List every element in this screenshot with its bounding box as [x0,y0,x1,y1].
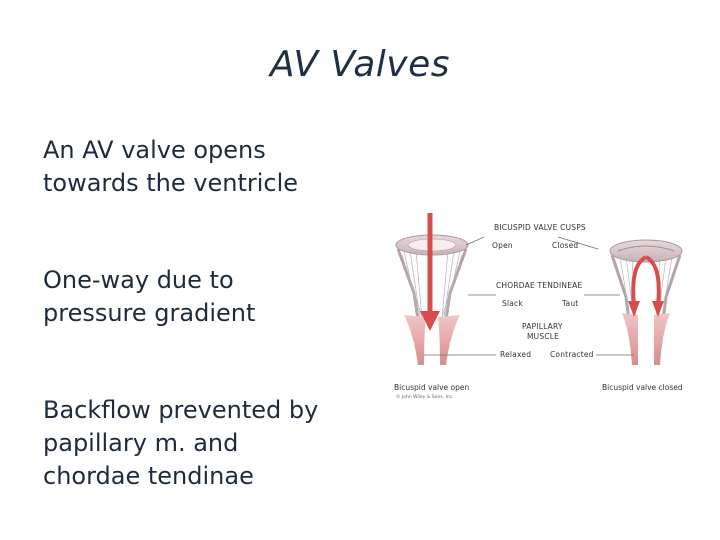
papillary-label-line1: PAPILLARY [522,322,563,331]
bullet-line: An AV valve opens [43,136,266,164]
caption-valve-open: Bicuspid valve open [394,383,470,392]
contracted-label: Contracted [550,350,594,359]
bicuspid-valve-figure [384,205,714,405]
bullet-av-valve-opens [43,134,298,200]
relaxed-label: Relaxed [500,350,532,359]
bullet-backflow-prevented [43,394,318,493]
valve-illustration [384,205,714,405]
open-label: Open [492,241,513,250]
caption-valve-closed: Bicuspid valve closed [602,383,683,392]
bicuspid-cusps-label: BICUSPID VALVE CUSPS [494,223,586,232]
bullet-line: chordae tendinae [43,462,254,490]
slide-title: AV Valves [270,44,450,85]
copyright-notice: © John Wiley & Sons, Inc. [396,395,454,400]
closed-valve-drawing [610,240,682,365]
papillary-label-line2: MUSCLE [527,332,560,341]
bullet-line: Backflow prevented by [43,396,319,424]
bullet-line: pressure gradient [43,299,256,327]
closed-label: Closed [552,241,579,250]
bullet-line: towards the ventricle [43,169,299,197]
taut-label: Taut [562,299,579,308]
bullet-line: One-way due to [43,266,234,294]
chordae-tendineae-label: CHORDAE TENDINEAE [496,281,583,290]
open-valve-drawing [396,213,468,365]
bullet-line: papillary m. and [43,429,239,457]
slack-label: Slack [502,299,523,308]
bullet-one-way [43,264,255,330]
